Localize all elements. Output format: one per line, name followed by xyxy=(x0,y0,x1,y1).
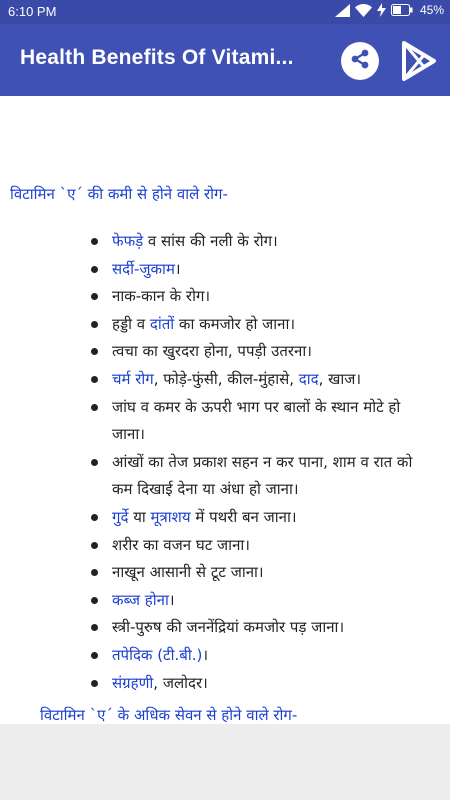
next-section-heading xyxy=(40,706,400,724)
list-item-text: हड्डी व xyxy=(112,314,150,333)
topic-link[interactable]: चर्म रोग xyxy=(112,369,154,388)
list-item-text: नाक-कान के रोग। xyxy=(112,287,211,306)
list-item-text: स्त्री-पुरुष की जननेंद्रियां कमजोर पड़ जाना। xyxy=(112,618,345,637)
list-item-text: । xyxy=(174,259,181,278)
list-item xyxy=(0,338,450,366)
topic-link[interactable]: फेफड़े xyxy=(112,232,144,250)
list-item-text: । xyxy=(168,590,175,609)
list-item-text: , खाज। xyxy=(318,369,362,388)
share-icon xyxy=(349,48,371,74)
bottom-area xyxy=(0,724,450,800)
share-button[interactable] xyxy=(341,42,379,80)
list-item xyxy=(0,394,450,449)
topic-link[interactable]: सर्दी-जुकाम xyxy=(112,259,175,278)
list-item-text: शरीर का वजन घट जाना। xyxy=(112,535,250,554)
topic-link[interactable]: दांतों xyxy=(149,314,175,333)
article-content xyxy=(0,178,450,722)
list-item-text: जांघ व कमर के ऊपरी भाग पर बालों के स्थान मोटे हो जाना। xyxy=(112,397,401,444)
list-item xyxy=(0,642,450,670)
list-item xyxy=(0,504,450,532)
list-item xyxy=(0,559,450,587)
list-item-text: आंखों का तेज प्रकाश सहन न कर पाना, शाम व रात को कम दिखाई देना या अंधा हो जाना। xyxy=(112,452,413,499)
list-item xyxy=(0,670,450,698)
list-item-text: व सांस की नली के रोग। xyxy=(143,232,278,250)
list-item-text: । xyxy=(202,645,209,664)
play-store-button[interactable] xyxy=(398,40,438,82)
status-icons xyxy=(335,3,444,17)
topic-link[interactable]: मूत्राशय xyxy=(150,507,191,526)
topic-link[interactable]: संग्रहणी xyxy=(112,673,154,692)
wifi-icon xyxy=(355,4,372,17)
ad-space xyxy=(0,96,450,176)
topic-link[interactable]: कब्ज होना xyxy=(112,590,169,609)
list-item-text: त्वचा का खुरदरा होना, पपड़ी उतरना। xyxy=(112,342,312,361)
list-item-text: , फोड़े-फुंसी, कील-मुंहासे, xyxy=(153,369,299,388)
list-item-text: नाखून आसानी से टूट जाना। xyxy=(112,563,264,582)
charging-icon xyxy=(377,3,386,17)
list-item-text: , जलोदर। xyxy=(153,673,208,692)
battery-icon xyxy=(391,4,413,16)
list-item xyxy=(0,283,450,311)
list-item xyxy=(0,449,450,504)
battery-percent: 45% xyxy=(419,3,444,17)
list-item xyxy=(0,256,450,284)
list-item xyxy=(0,614,450,642)
list-item xyxy=(0,366,450,394)
list-item-text: का कमजोर हो जाना। xyxy=(174,314,296,333)
topic-link[interactable]: तपेदिक (टी.बी.) xyxy=(112,645,203,664)
list-item xyxy=(0,587,450,615)
list-item xyxy=(0,532,450,560)
next-section-heading-text: विटामिन `ए´ के अधिक सेवन से होने वाले रोग- xyxy=(40,706,298,724)
list-item-text: में पथरी बन जाना। xyxy=(190,507,297,526)
status-time: 6:10 PM xyxy=(8,4,57,19)
list-item xyxy=(0,311,450,339)
section-heading: विटामिन `ए´ की कमी से होने वाले रोग- xyxy=(10,185,228,203)
list-item-text: या xyxy=(128,507,151,526)
list-item xyxy=(0,228,450,256)
deficiency-list xyxy=(0,228,450,697)
status-bar xyxy=(0,0,450,24)
topic-link[interactable]: गुर्दे xyxy=(112,507,129,526)
topic-link[interactable]: दाद xyxy=(298,369,319,388)
app-title: Health Benefits Of Vitami... xyxy=(20,46,294,69)
play-store-icon xyxy=(398,67,438,86)
app-bar xyxy=(0,24,450,96)
signal-icon xyxy=(335,4,350,17)
